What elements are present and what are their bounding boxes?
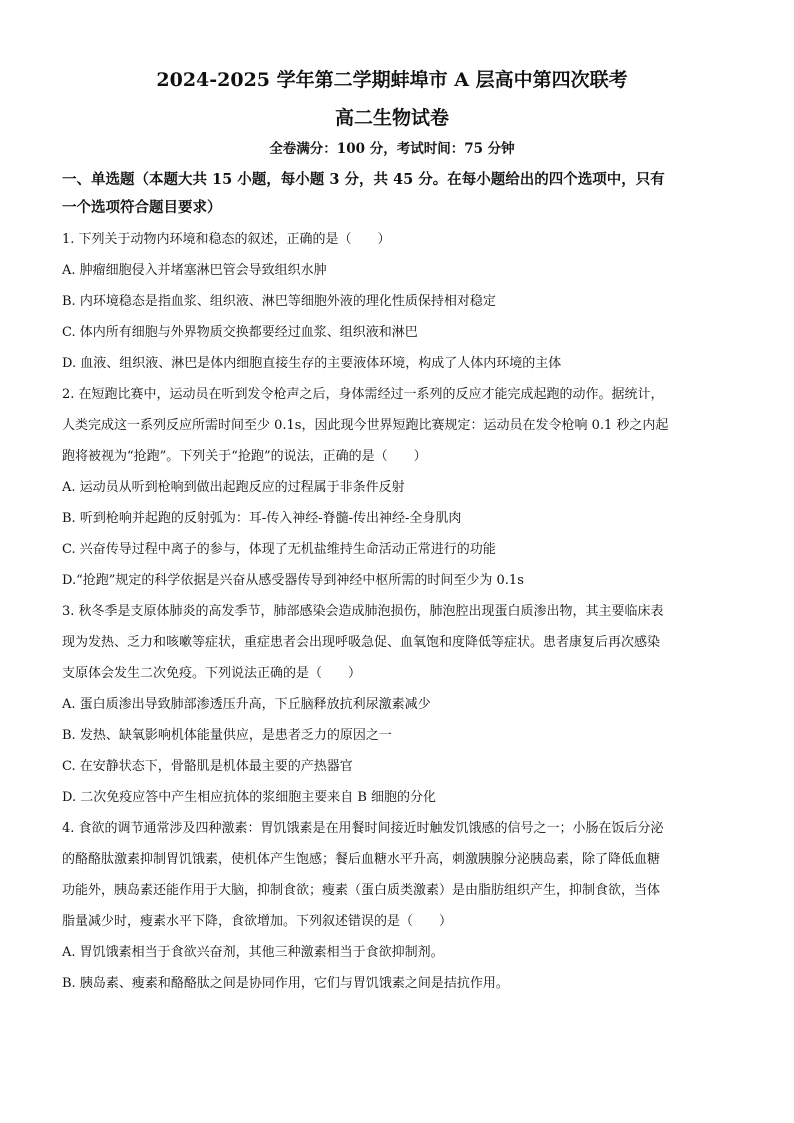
option-a: A. 运动员从听到枪响到做出起跑反应的过程属于非条件反射	[62, 480, 405, 495]
exam-subtitle: 高二生物试卷	[334, 107, 449, 129]
question-stem-line: 支原体会发生二次免疫。下列说法正确的是（ ）	[62, 666, 362, 681]
option-a: A. 蛋白质渗出导致肺部渗透压升高，下丘脑释放抗利尿激素减少	[62, 697, 431, 712]
option-b: B. 发热、缺氧影响机体能量供应，是患者乏力的原因之一	[62, 728, 392, 743]
option-c: C. 兴奋传导过程中离子的参与，体现了无机盐维持生命活动正常进行的功能	[62, 542, 496, 557]
exam-meta: 全卷满分：100 分，考试时间：75 分钟	[269, 141, 515, 157]
question-2	[62, 379, 722, 596]
question-stem-line: 3. 秋冬季是支原体肺炎的高发季节，肺部感染会造成肺泡损伤，肺泡腔出现蛋白质渗出物，其主要临床表	[62, 604, 664, 619]
question-1	[62, 224, 722, 379]
question-stem-line: 的酪酪肽激素抑制胃饥饿素，使机体产生饱感；餐后血糖水平升高，刺激胰腺分泌胰岛素，除了降低血糖	[62, 852, 661, 867]
question-stem-line: 1. 下列关于动物内环境和稳态的叙述，正确的是（ ）	[62, 232, 391, 247]
option-c: C. 在安静状态下，骨骼肌是机体最主要的产热器官	[62, 759, 353, 774]
question-4	[62, 813, 722, 999]
question-stem-line: 脂量减少时，瘦素水平下降，食欲增加。下列叙述错误的是（ ）	[62, 914, 453, 929]
option-d: D.“抢跑”规定的科学依据是兴奋从感受器传导到神经中枢所需的时间至少为 0.1s	[62, 573, 524, 588]
option-b: B. 胰岛素、瘦素和酪酪肽之间是协同作用，它们与胃饥饿素之间是拮抗作用。	[62, 976, 509, 991]
question-stem-line: 4. 食欲的调节通常涉及四种激素：胃饥饿素是在用餐时间接近时触发饥饿感的信号之一；小肠在饭后分泌	[62, 821, 664, 836]
section-heading	[62, 166, 722, 222]
question-3	[62, 596, 722, 813]
option-d: D. 血液、组织液、淋巴是体内细胞直接生存的主要液体环境，构成了人体内环境的主体	[62, 356, 562, 371]
question-stem-line: 现为发热、乏力和咳嗽等症状，重症患者会出现呼吸急促、血氧饱和度降低等症状。患者康复后再次感染	[62, 635, 661, 650]
question-stem-line: 功能外，胰岛素还能作用于大脑，抑制食欲；瘦素（蛋白质类激素）是由脂肪组织产生，抑制食欲，当体	[62, 883, 661, 898]
option-a: A. 胃饥饿素相当于食欲兴奋剂，其他三种激素相当于食欲抑制剂。	[62, 945, 444, 960]
option-c: C. 体内所有细胞与外界物质交换都要经过血浆、组织液和淋巴	[62, 325, 418, 340]
question-stem-line: 人类完成这一系列反应所需时间至少 0.1s，因此现今世界短跑比赛规定：运动员在发令枪响 0.1 秒之内起	[62, 418, 669, 433]
question-stem-line: 2. 在短跑比赛中，运动员在听到发令枪声之后，身体需经过一系列的反应才能完成起跑的动作。据统计，	[62, 387, 664, 402]
exam-title: 2024-2025 学年第二学期蚌埠市 A 层高中第四次联考	[156, 69, 628, 91]
question-stem-line: 跑将被视为“抢跑”。下列关于“抢跑”的说法，正确的是（ ）	[62, 449, 427, 464]
option-b: B. 内环境稳态是指血浆、组织液、淋巴等细胞外液的理化性质保持相对稳定	[62, 294, 496, 309]
section-heading-line: 一、单选题（本题大共 15 小题，每小题 3 分，共 45 分。在每小题给出的四个选项中，只有	[62, 171, 665, 188]
option-d: D. 二次免疫应答中产生相应抗体的浆细胞主要来自 B 细胞的分化	[62, 790, 437, 805]
section-heading-line: 一个选项符合题目要求）	[62, 199, 222, 216]
option-a: A. 肿瘤细胞侵入并堵塞淋巴管会导致组织水肿	[62, 263, 327, 278]
option-b: B. 听到枪响并起跑的反射弧为：耳-传入神经-脊髓-传出神经-全身肌肉	[62, 511, 462, 526]
